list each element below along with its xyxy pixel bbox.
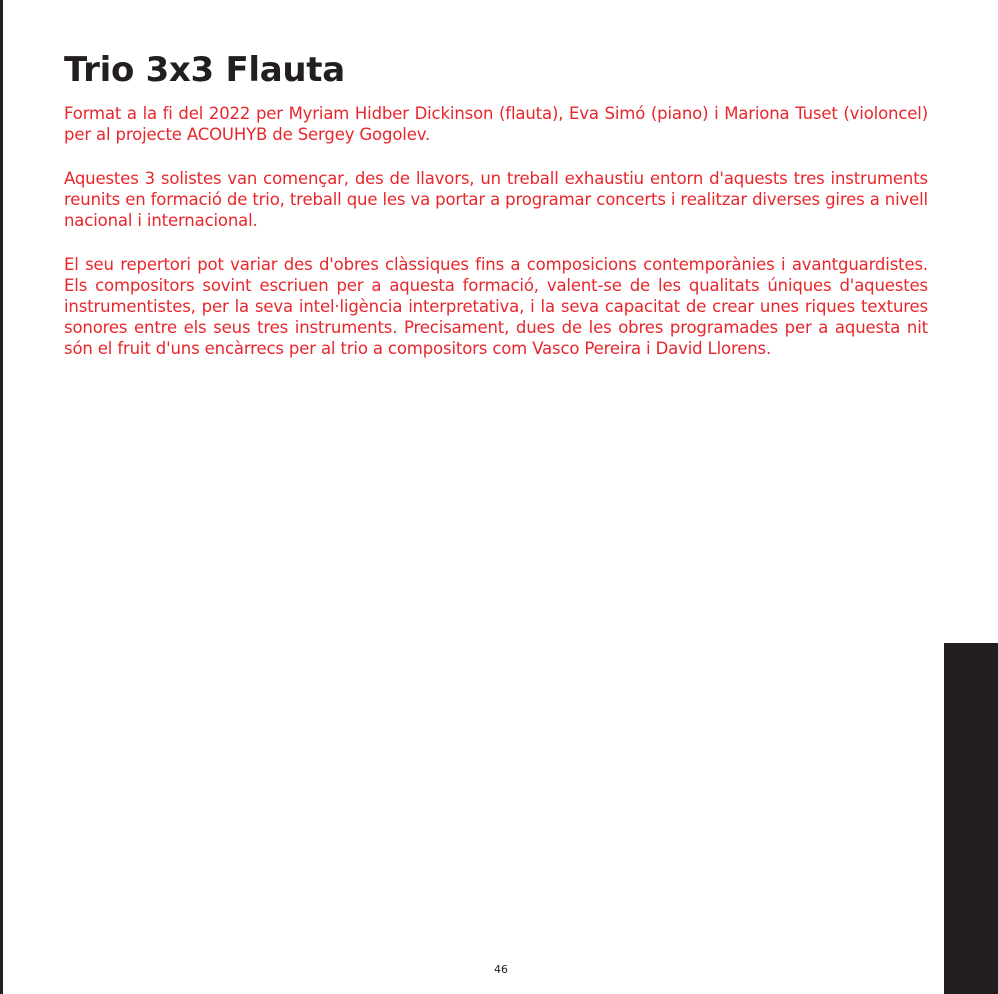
paragraph-work: Aquestes 3 solistes van començar, des de llavors, un treball exhaustiu entorn d'aquests tres instruments reunits en formació de trio, treball que les va portar a programar concerts i realitzar diverses gires a nivell nacional i internacional. [64, 169, 928, 230]
paragraph-formation: Format a la fi del 2022 per Myriam Hidber Dickinson (flauta), Eva Simó (piano) i Mariona Tuset (violoncel) per al projecte ACOUHYB de Sergey Gogolev. [64, 104, 928, 144]
page-title: Trio 3x3 Flauta [64, 50, 345, 90]
paragraph-repertoire: El seu repertori pot variar des d'obres clàssiques fins a composicions contemporànies i avantguardistes. Els compositors sovint escriuen per a aquesta formació, valent-se de les qualitats úniques d'aquestes instrumentistes, per la seva intel·ligència interpretativa, i la seva capacitat de crear unes riques textures sonores entre els seus tres instruments. Precisament, dues de les obres programades per a aquesta nit són el fruit d'uns encàrrecs per al trio a compositors com Vasco Pereira i David Llorens. [64, 255, 928, 358]
left-edge-rule [0, 0, 3, 994]
side-tab-block [944, 643, 998, 994]
page-number: 46 [494, 963, 508, 976]
body-text [64, 103, 928, 382]
